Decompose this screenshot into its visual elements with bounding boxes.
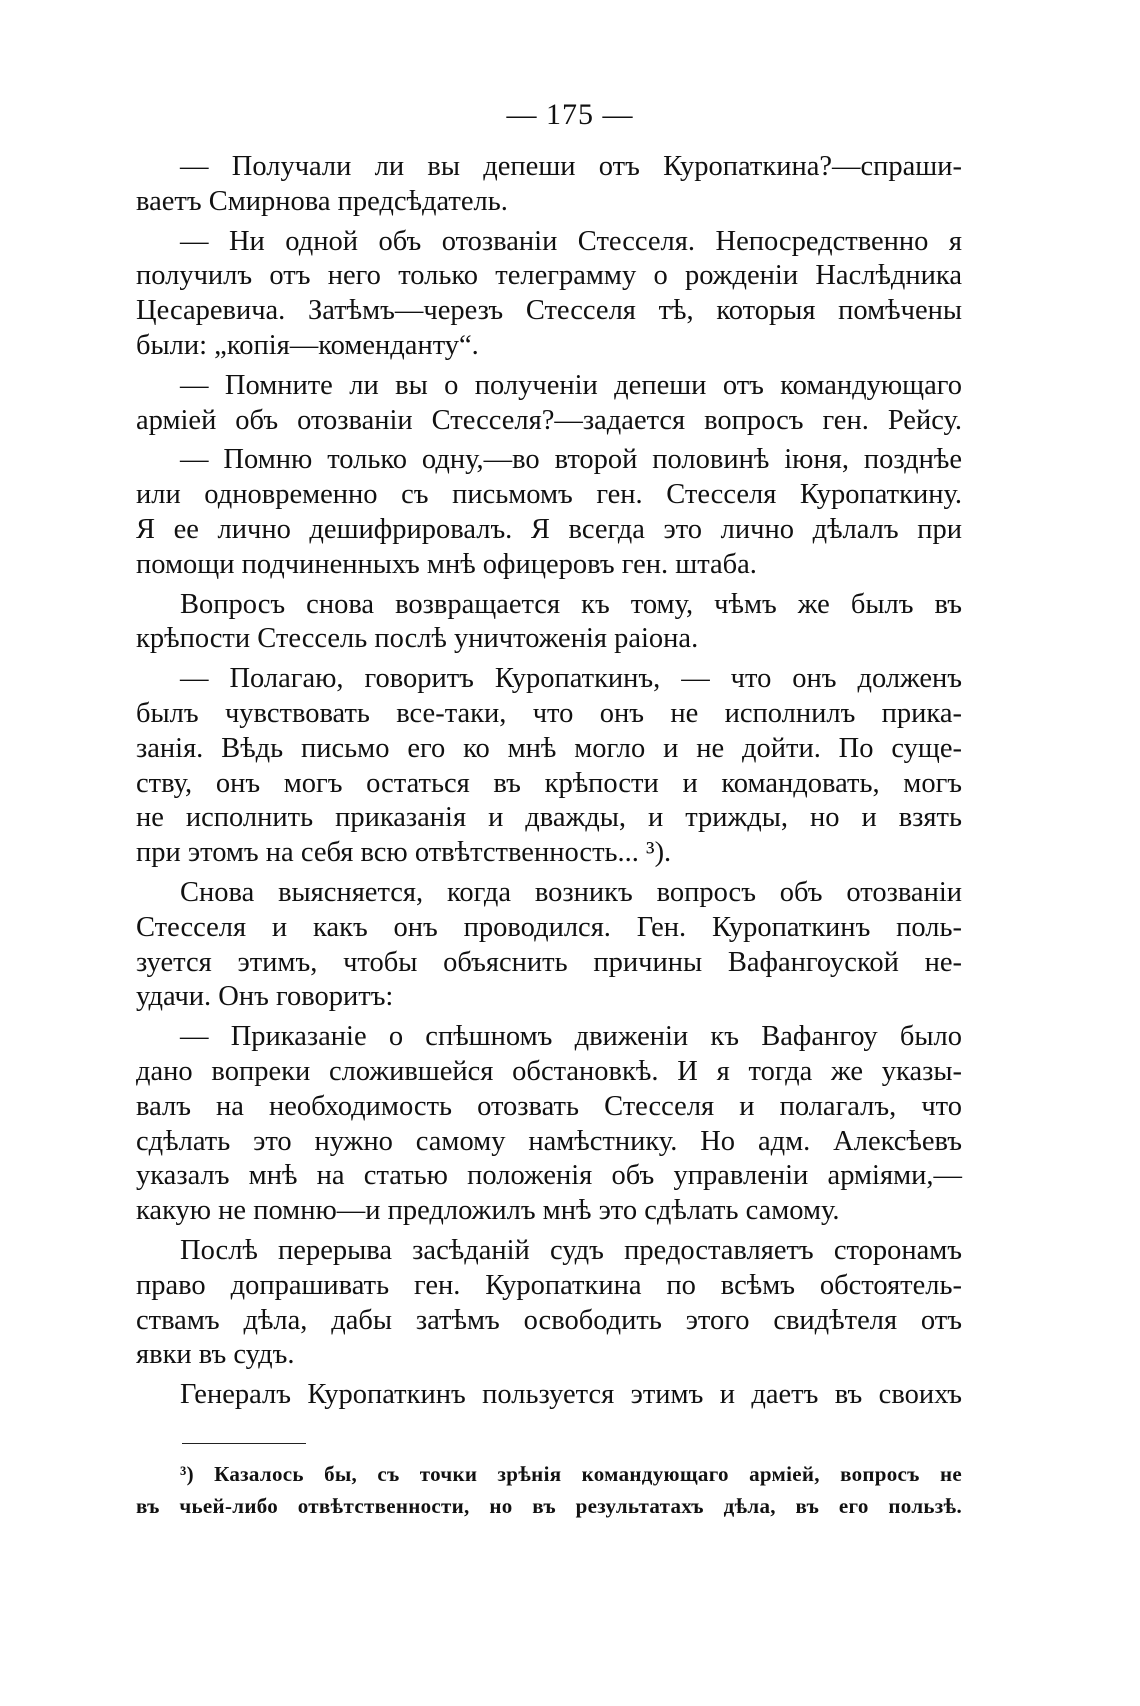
text-line: получилъ отъ него только телеграмму о рожденіи Наслѣдника [136,260,962,292]
text-line: дано вопреки сложившейся обстановкѣ. И я тогда же указы- [136,1055,962,1087]
footnote-separator [182,1443,306,1444]
paragraph [136,225,962,364]
text-line: — Помню только одну,—во второй половинѣ іюня, позднѣе [180,444,962,476]
text-line: Послѣ перерыва засѣданій судъ предоставляетъ сторонамъ [180,1234,962,1266]
text-line: — Полагаю, говоритъ Куропаткинъ, — что онъ долженъ [180,663,962,695]
paragraph [136,1234,962,1373]
text-line: не исполнить приказанія и дважды, и трижды, но и взять [136,802,962,834]
text-line: Снова выясняется, когда возникъ вопросъ объ отозваніи [180,876,962,908]
paragraph [136,443,962,582]
text-line: Стесселя и какъ онъ проводился. Ген. Куропаткинъ поль- [136,911,962,943]
paragraph [136,588,962,658]
text-line: право допрашивать ген. Куропаткина по всѣмъ обстоятель- [136,1269,962,1301]
page-number: — 175 — [506,98,634,131]
text-line: помощи подчиненныхъ мнѣ офицеровъ ген. штаба. [136,548,757,580]
text-line: ствамъ дѣла, дабы затѣмъ освободить этого свидѣтеля отъ [136,1304,962,1336]
text-line: Цесаревича. Затѣмъ—черезъ Стесселя тѣ, которыя помѣчены [136,295,962,327]
text-line: занія. Вѣдь письмо его ко мнѣ могло и не дойти. По суще- [136,732,962,764]
text-line: Я ее лично дешифрировалъ. Я всегда это лично дѣлалъ при [136,513,962,545]
text-line: явки въ судъ. [136,1339,295,1371]
text-line: были: „копія—коменданту“. [136,329,479,361]
text-line: былъ чувствовать все-таки, что онъ не исполнилъ прика- [136,697,962,729]
text-line: — Получали ли вы депеши отъ Куропаткина?—спраши- [180,151,962,182]
text-line: — Ни одной объ отозваніи Стесселя. Непосредственно я [180,225,962,257]
paragraph [136,662,962,871]
paragraph [136,1378,962,1413]
text-line: при этомъ на себя всю отвѣтственность... ³). [136,837,672,869]
text-line: валъ на необходимость отозвать Стесселя и полагалъ, что [136,1090,962,1122]
text-line: сдѣлать это нужно самому намѣстнику. Но адм. Алексѣевъ [136,1125,962,1157]
footnote-line: ³) Казалось бы, съ точки зрѣнія командующаго арміей, вопросъ не [180,1462,962,1486]
text-line: указалъ мнѣ на статью положенія объ управленіи арміями,— [136,1160,962,1192]
text-line: крѣпости Стессель послѣ уничтоженія раіона. [136,623,699,655]
text-line: удачи. Онъ говоритъ: [136,981,394,1013]
paragraph [136,150,962,220]
text-line: Генералъ Куропаткинъ пользуется этимъ и даетъ въ своихъ [180,1379,962,1411]
text-line: или одновременно съ письмомъ ген. Стесселя Куропаткину. [136,479,962,511]
text-line: ваетъ Смирнова предсѣдатель. [136,185,508,217]
footnote-line: въ чьей-либо отвѣтственности, но въ результатахъ дѣла, въ его пользѣ. [136,1494,962,1518]
text-line: — Помните ли вы о полученіи депеши отъ командующаго [180,369,962,401]
text-line: — Приказаніе о спѣшномъ движеніи къ Вафангоу было [180,1021,962,1053]
paragraph [136,369,962,439]
text-line: Вопросъ снова возвращается къ тому, чѣмъ же былъ въ [180,588,962,620]
footnote [136,1458,962,1522]
text-line: какую не помню—и предложилъ мнѣ это сдѣлать самому. [136,1195,840,1227]
body-text [136,150,962,1418]
text-line: зуется этимъ, чтобы объяснить причины Вафангоуской не- [136,946,962,978]
paragraph [136,1020,962,1229]
paragraph [136,876,962,1015]
text-line: ству, онъ могъ остаться въ крѣпости и командовать, могъ [136,767,962,799]
text-line: арміей объ отозваніи Стесселя?—задается вопросъ ген. Рейсу. [136,404,962,436]
